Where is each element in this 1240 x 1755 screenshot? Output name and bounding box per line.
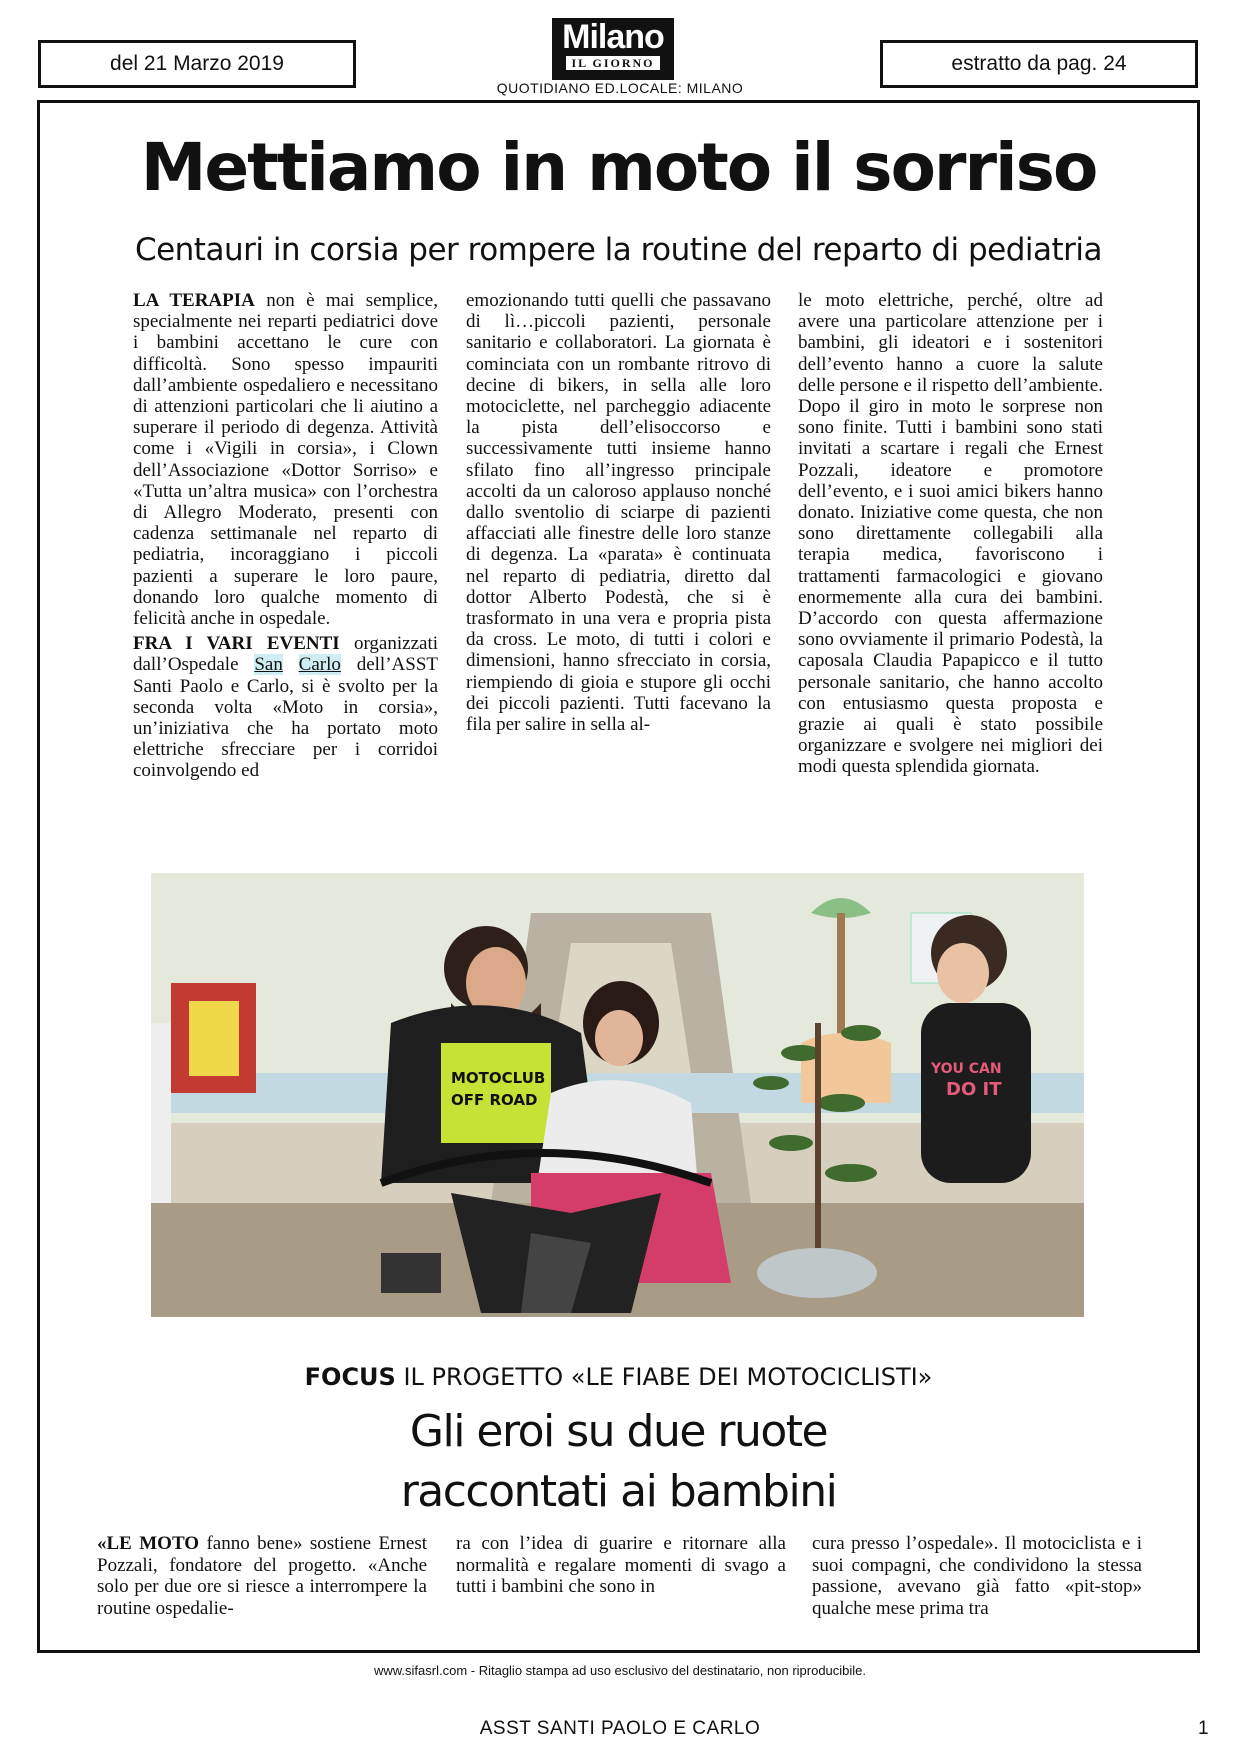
focus-tag: FOCUS <box>304 1363 396 1391</box>
page-text: estratto da pag. 24 <box>951 52 1127 75</box>
article-column-3 <box>798 290 1103 778</box>
paragraph-text: dell’ASST Santi Paolo e Carlo, si è svolto per la seconda volta «Moto in corsia», un’iniziativa che ha portato moto elettriche sfrecciare per i corridoi coinvolgendo ed <box>133 654 438 782</box>
focus-column-3: cura presso l’ospedale». Il motociclista e i suoi compagni, che condividono la stessa passione, avevano già fatto «pit-stop» qualche mese prima tra <box>812 1533 1142 1619</box>
masthead-paper: IL GIORNO <box>566 56 660 70</box>
focus-title-line-1: Gli eroi su due ruote <box>409 1406 828 1457</box>
paragraph <box>133 290 438 629</box>
article-subheadline: Centauri in corsia per rompere la routine del reparto di pediatria <box>134 232 1103 268</box>
focus-title-line-2: raccontati ai bambini <box>400 1466 837 1517</box>
page-box <box>880 40 1198 88</box>
page-number: 1 <box>1198 1718 1209 1739</box>
lead-in: LA TERAPIA <box>133 290 255 311</box>
masthead-city: Milano <box>562 18 664 56</box>
focus-column-2: ra con l’idea di guarire e ritornare alla normalità e regalare momenti di svago a tutti i bambini che sono in <box>456 1533 786 1597</box>
jersey-text-1: MOTOCLUB <box>451 1069 546 1087</box>
paragraph-text: le moto elettriche, perché, oltre ad avere una particolare attenzione per i bambini, gli ideatori e i sostenitori dell’evento hanno a cuore la salute delle persone e il rispetto dell’ambiente. Dopo il giro in moto le sorprese non sono finite. Tutti i bambini sono stati invitati a scartare i regali che Ernest Pozzali, ideatore e promotore dell’evento, e i suoi amici bikers hanno donato. Iniziative come questa, che non sono direttamente collegabili alla terapia medica, favoriscono i trattamenti farmacologici e giovano enormemente alla cura dei bambini. D’accordo con questa affermazione sono ovviamente il primario Podestà, la caposala Claudia Papapicco e il tutto personale sanitario, che hanno accolto con entusiasmo questa proposta e grazie ai quali è stato possibile organizzare e svolgere nei migliori dei modi questa splendida giornata. <box>798 290 1103 778</box>
lead-in: FRA I VARI EVENTI <box>133 633 340 655</box>
focus-column-1 <box>97 1533 427 1619</box>
paragraph-text: organizzati dall’Ospedale <box>133 633 439 676</box>
shirt-text-1: YOU CAN <box>931 1061 1002 1077</box>
paragraph <box>133 633 438 781</box>
shirt-text-2: DO IT <box>946 1079 1002 1100</box>
edition-label: QUOTIDIANO ED.LOCALE: MILANO <box>496 80 744 96</box>
article-photo <box>151 873 1084 1317</box>
paragraph-text: non è mai semplice, specialmente nei reparti pediatrici dove i bambini accettano le cure con difficoltà. Sono spesso impauriti dall’ambiente ospedaliero e necessitano di attenzioni particolari che li aiutino a superare il periodo di degenza. Attività come i «Vigili in corsia», i Clown dell’Associazione «Dottor Sorriso» e «Tutta un’altra musica» con l’orchestra di Allegro Moderato, presenti con cadenza settimanale nel reparto di pediatria, incoraggiano i piccoli pazienti a superare le loro paure, donando loro qualche momento di felicità anche in ospedale. <box>133 290 438 630</box>
focus-kicker <box>37 1362 1200 1392</box>
date-text: del 21 Marzo 2019 <box>110 52 284 75</box>
footer-note: www.sifasrl.com - Ritaglio stampa ad uso esclusivo del destinatario, non riproducibile. <box>373 1663 867 1678</box>
focus-kicker-text: IL PROGETTO «LE FIABE DEI MOTOCICLISTI» <box>395 1363 933 1391</box>
article-column-2 <box>466 290 771 735</box>
article-headline: Mettiamo in moto il sorriso <box>140 129 1097 206</box>
masthead-logo <box>552 18 674 80</box>
paragraph-text: fanno bene» sostiene Ernest Pozzali, fondatore del progetto. «Anche solo per due ore si riesce a interrompere la routine ospedalie- <box>97 1533 427 1619</box>
space <box>283 654 299 675</box>
highlighted-link[interactable]: Carlo <box>298 654 341 676</box>
lead-in: «LE MOTO <box>97 1533 200 1554</box>
photo-illustration <box>151 873 1084 1317</box>
bottom-label: ASST SANTI PAOLO E CARLO <box>479 1718 761 1739</box>
focus-title <box>37 1402 1200 1522</box>
article-column-1 <box>133 290 438 782</box>
jersey-text-2: OFF ROAD <box>451 1091 538 1109</box>
highlighted-link[interactable]: San <box>254 654 283 676</box>
paragraph-text: emozionando tutti quelli che passavano di lì…piccoli pazienti, personale sanitario e collaboratori. La giornata è cominciata con un rombante ritrovo di decine di bikers, in sella alle loro motociclette, nel parcheggio adiacente la pista dell’elisoccorso e successivamente tutti insieme hanno sfilato fino all’ingresso principale accolti da un caloroso applauso nonché dallo sventolio di sciarpe di pazienti affacciati alle finestre delle loro stanze di degenza. La «parata» è continuata nel reparto di pediatria, diretto dal dottor Alberto Podestà, che si è trasformato in una vera e propria pista da cross. Le moto, di tutti i colori e dimensioni, hanno sfrecciato in corsia, riempiendo di gioia e stupore gli occhi dei piccoli pazienti. Tutti facevano la fila per salire in sella al- <box>466 290 771 736</box>
date-box <box>38 40 356 88</box>
